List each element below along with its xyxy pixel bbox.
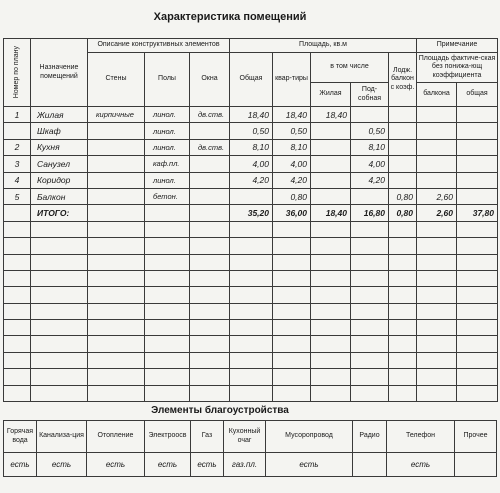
empty-cell (190, 221, 230, 237)
totals-row (4, 205, 498, 221)
empty-cell (31, 221, 88, 237)
empty-cell (457, 221, 498, 237)
empty-cell (88, 270, 145, 286)
empty-cell (273, 303, 311, 319)
empty-cell (4, 303, 31, 319)
cell-overall (457, 188, 498, 204)
empty-cell (389, 303, 417, 319)
cell-windows: дв.ств. (190, 107, 230, 123)
empty-row (4, 287, 498, 303)
empty-cell (417, 270, 457, 286)
empty-cell (351, 369, 389, 385)
cell-total: 4,20 (230, 172, 273, 188)
empty-cell (4, 221, 31, 237)
empty-cell (190, 320, 230, 336)
cell-walls: кирпичные (88, 107, 145, 123)
amenity-header: Прочее (455, 421, 497, 453)
empty-cell (190, 287, 230, 303)
empty-cell (145, 238, 190, 254)
empty-cell (230, 320, 273, 336)
empty-cell (311, 270, 351, 286)
empty-cell (351, 238, 389, 254)
cell-walls (88, 139, 145, 155)
cell-no: 4 (4, 172, 31, 188)
empty-cell (145, 254, 190, 270)
cell-balcony (417, 172, 457, 188)
empty-cell (389, 352, 417, 368)
empty-cell (145, 320, 190, 336)
cell-windows (190, 172, 230, 188)
cell-no: 3 (4, 156, 31, 172)
empty-cell (273, 369, 311, 385)
cell-apartment: 0,80 (273, 188, 311, 204)
empty-row (4, 369, 498, 385)
header-floors: Полы (145, 53, 190, 107)
cell-overall (457, 139, 498, 155)
empty-cell (389, 385, 417, 401)
empty-cell (273, 254, 311, 270)
amenities-table (3, 420, 497, 477)
empty-cell (457, 369, 498, 385)
empty-cell (389, 270, 417, 286)
empty-cell (88, 303, 145, 319)
empty-cell (230, 352, 273, 368)
empty-cell (88, 238, 145, 254)
cell-apartment: 18,40 (273, 107, 311, 123)
cell-aux (351, 188, 389, 204)
total-total: 35,20 (230, 205, 273, 221)
empty-cell (31, 254, 88, 270)
cell-living (311, 123, 351, 139)
cell-name: Кухня (31, 139, 88, 155)
cell-name: Санузел (31, 156, 88, 172)
empty-cell (190, 385, 230, 401)
empty-cell (417, 303, 457, 319)
cell-floors: линол. (145, 107, 190, 123)
empty-cell (389, 238, 417, 254)
empty-cell (417, 287, 457, 303)
cell-loggia (389, 123, 417, 139)
empty-cell (31, 385, 88, 401)
total-balcony: 2,60 (417, 205, 457, 221)
empty-cell (4, 369, 31, 385)
cell-floors: каф.пл. (145, 156, 190, 172)
cell-no (4, 123, 31, 139)
empty-cell (457, 320, 498, 336)
cell-living (311, 172, 351, 188)
empty-cell (351, 352, 389, 368)
cell-balcony (417, 139, 457, 155)
empty-cell (389, 369, 417, 385)
empty-row (4, 221, 498, 237)
table-row (4, 172, 498, 188)
header-aux: Под-собная (351, 83, 389, 107)
cell-windows (190, 123, 230, 139)
empty-cell (417, 221, 457, 237)
empty-cell (311, 369, 351, 385)
cell-total: 4,00 (230, 156, 273, 172)
empty-cell (31, 270, 88, 286)
empty-cell (4, 320, 31, 336)
cell-apartment: 8,10 (273, 139, 311, 155)
empty-cell (31, 369, 88, 385)
cell-balcony (417, 123, 457, 139)
empty-cell (230, 270, 273, 286)
empty-cell (457, 303, 498, 319)
empty-cell (88, 385, 145, 401)
header-room-no: Номер по плану (4, 39, 31, 107)
table-row (4, 139, 498, 155)
empty-cell (4, 352, 31, 368)
cell-apartment: 4,00 (273, 156, 311, 172)
cell-total: 18,40 (230, 107, 273, 123)
amenity-value: есть (387, 453, 455, 477)
empty-cell (190, 205, 230, 221)
empty-cell (351, 320, 389, 336)
empty-cell (4, 287, 31, 303)
empty-cell (273, 287, 311, 303)
empty-cell (88, 254, 145, 270)
empty-cell (311, 352, 351, 368)
empty-cell (31, 238, 88, 254)
empty-cell (273, 385, 311, 401)
empty-cell (273, 336, 311, 352)
empty-cell (145, 270, 190, 286)
empty-cell (31, 303, 88, 319)
empty-cell (311, 238, 351, 254)
cell-total (230, 188, 273, 204)
empty-cell (190, 254, 230, 270)
cell-loggia (389, 172, 417, 188)
cell-floors: линол. (145, 123, 190, 139)
empty-cell (4, 385, 31, 401)
empty-cell (311, 303, 351, 319)
empty-cell (31, 320, 88, 336)
empty-row (4, 303, 498, 319)
cell-floors: бетон. (145, 188, 190, 204)
cell-balcony: 2,60 (417, 188, 457, 204)
empty-cell (311, 320, 351, 336)
empty-cell (351, 385, 389, 401)
empty-cell (88, 221, 145, 237)
empty-cell (273, 238, 311, 254)
cell-aux: 4,20 (351, 172, 389, 188)
amenity-header: Канализа-ция (37, 421, 87, 453)
empty-cell (389, 287, 417, 303)
empty-cell (190, 270, 230, 286)
amenity-value: есть (87, 453, 145, 477)
empty-cell (351, 287, 389, 303)
empty-cell (417, 369, 457, 385)
empty-cell (190, 238, 230, 254)
header-construction: Описание конструктивных элементов (88, 39, 230, 53)
amenity-header: Горячая вода (4, 421, 37, 453)
amenity-value (455, 453, 497, 477)
cell-walls (88, 123, 145, 139)
header-balcony: балкона (417, 83, 457, 107)
cell-floors: линол. (145, 172, 190, 188)
total-aux: 16,80 (351, 205, 389, 221)
cell-windows: дв.ств. (190, 139, 230, 155)
empty-cell (230, 238, 273, 254)
cell-aux: 8,10 (351, 139, 389, 155)
cell-no: 2 (4, 139, 31, 155)
empty-cell (457, 238, 498, 254)
empty-cell (4, 205, 31, 221)
cell-loggia: 0,80 (389, 188, 417, 204)
empty-cell (31, 287, 88, 303)
empty-cell (457, 352, 498, 368)
total-loggia: 0,80 (389, 205, 417, 221)
cell-walls (88, 156, 145, 172)
table-row (4, 156, 498, 172)
cell-aux: 4,00 (351, 156, 389, 172)
empty-cell (273, 352, 311, 368)
cell-balcony (417, 107, 457, 123)
empty-cell (145, 336, 190, 352)
empty-row (4, 385, 498, 401)
empty-cell (389, 336, 417, 352)
empty-cell (88, 205, 145, 221)
empty-cell (230, 287, 273, 303)
cell-windows (190, 188, 230, 204)
cell-walls (88, 188, 145, 204)
cell-apartment: 4,20 (273, 172, 311, 188)
cell-walls (88, 172, 145, 188)
amenity-header: Мусоропровод (266, 421, 353, 453)
amenity-value: есть (37, 453, 87, 477)
empty-cell (351, 254, 389, 270)
cell-floors: линол. (145, 139, 190, 155)
empty-cell (351, 336, 389, 352)
empty-cell (31, 336, 88, 352)
empty-cell (4, 254, 31, 270)
cell-no: 5 (4, 188, 31, 204)
amenity-value: есть (4, 453, 37, 477)
page-title: Характеристика помещений (153, 11, 307, 23)
empty-cell (4, 270, 31, 286)
total-overall: 37,80 (457, 205, 498, 221)
empty-cell (230, 369, 273, 385)
amenity-value: есть (191, 453, 224, 477)
total-living: 18,40 (311, 205, 351, 221)
empty-cell (351, 270, 389, 286)
cell-apartment: 0,50 (273, 123, 311, 139)
amenity-value: есть (145, 453, 191, 477)
header-note: Примечание (417, 39, 498, 53)
empty-cell (145, 385, 190, 401)
header-windows: Окна (190, 53, 230, 107)
empty-cell (190, 369, 230, 385)
cell-loggia (389, 156, 417, 172)
empty-cell (145, 352, 190, 368)
empty-cell (230, 303, 273, 319)
cell-aux: 0,50 (351, 123, 389, 139)
cell-name: Жилая (31, 107, 88, 123)
header-incl: в том числе (311, 53, 389, 83)
empty-cell (417, 238, 457, 254)
empty-row (4, 270, 498, 286)
empty-cell (4, 238, 31, 254)
amenity-value: есть (266, 453, 353, 477)
amenity-value: газ.пл. (224, 453, 266, 477)
empty-cell (31, 352, 88, 368)
header-living: Жилая (311, 83, 351, 107)
cell-overall (457, 156, 498, 172)
empty-cell (417, 336, 457, 352)
amenity-header: Телефон (387, 421, 455, 453)
empty-cell (457, 254, 498, 270)
empty-cell (145, 221, 190, 237)
cell-living: 18,40 (311, 107, 351, 123)
cell-name: Балкон (31, 188, 88, 204)
empty-cell (273, 270, 311, 286)
empty-cell (457, 287, 498, 303)
amenities-title: Элементы благоустройства (151, 405, 289, 416)
cell-overall (457, 123, 498, 139)
empty-cell (417, 320, 457, 336)
empty-cell (230, 221, 273, 237)
cell-overall (457, 172, 498, 188)
empty-cell (311, 385, 351, 401)
header-overall: общая (457, 83, 498, 107)
empty-cell (4, 336, 31, 352)
empty-cell (417, 254, 457, 270)
empty-cell (145, 205, 190, 221)
empty-cell (311, 221, 351, 237)
cell-living (311, 156, 351, 172)
cell-total: 0,50 (230, 123, 273, 139)
empty-cell (351, 221, 389, 237)
empty-cell (457, 270, 498, 286)
empty-cell (88, 336, 145, 352)
empty-cell (273, 320, 311, 336)
table-row (4, 123, 498, 139)
empty-row (4, 352, 498, 368)
empty-row (4, 320, 498, 336)
empty-cell (88, 287, 145, 303)
empty-cell (88, 320, 145, 336)
table-row (4, 107, 498, 123)
empty-cell (457, 385, 498, 401)
empty-cell (88, 352, 145, 368)
empty-cell (230, 336, 273, 352)
total-apartment: 36,00 (273, 205, 311, 221)
cell-overall (457, 107, 498, 123)
cell-total: 8,10 (230, 139, 273, 155)
empty-row (4, 254, 498, 270)
header-apartment: квар-тиры (273, 53, 311, 107)
header-total: Общая (230, 53, 273, 107)
amenity-header: Кухонный очаг (224, 421, 266, 453)
cell-name: Шкаф (31, 123, 88, 139)
empty-cell (389, 320, 417, 336)
table-row (4, 188, 498, 204)
header-area: Площадь, кв.м (230, 39, 417, 53)
empty-cell (417, 352, 457, 368)
empty-cell (311, 254, 351, 270)
empty-cell (190, 303, 230, 319)
empty-cell (389, 221, 417, 237)
empty-cell (230, 254, 273, 270)
amenity-header: Газ (191, 421, 224, 453)
empty-cell (273, 221, 311, 237)
empty-cell (230, 385, 273, 401)
empty-cell (190, 336, 230, 352)
cell-balcony (417, 156, 457, 172)
cell-windows (190, 156, 230, 172)
empty-cell (457, 336, 498, 352)
empty-row (4, 238, 498, 254)
empty-cell (145, 369, 190, 385)
cell-name: Коридор (31, 172, 88, 188)
empty-cell (311, 287, 351, 303)
header-walls: Стены (88, 53, 145, 107)
cell-living (311, 188, 351, 204)
empty-row (4, 336, 498, 352)
header-loggia: Лодж. балкон с коэф. (389, 53, 417, 107)
empty-cell (351, 303, 389, 319)
empty-cell (190, 352, 230, 368)
header-purpose: Назначение помещений (31, 39, 88, 107)
empty-cell (145, 303, 190, 319)
empty-cell (417, 385, 457, 401)
empty-cell (311, 336, 351, 352)
totals-label: ИТОГО: (31, 205, 88, 221)
empty-cell (145, 287, 190, 303)
empty-cell (389, 254, 417, 270)
cell-aux (351, 107, 389, 123)
amenity-header: Радио (353, 421, 387, 453)
cell-loggia (389, 107, 417, 123)
header-actual: Площадь фактиче-ская без понижа-ющ коэффициента (417, 53, 498, 83)
amenity-header: Электроосв (145, 421, 191, 453)
rooms-table (3, 38, 498, 402)
cell-no: 1 (4, 107, 31, 123)
amenity-header: Отопление (87, 421, 145, 453)
cell-loggia (389, 139, 417, 155)
amenity-value (353, 453, 387, 477)
empty-cell (88, 369, 145, 385)
cell-living (311, 139, 351, 155)
